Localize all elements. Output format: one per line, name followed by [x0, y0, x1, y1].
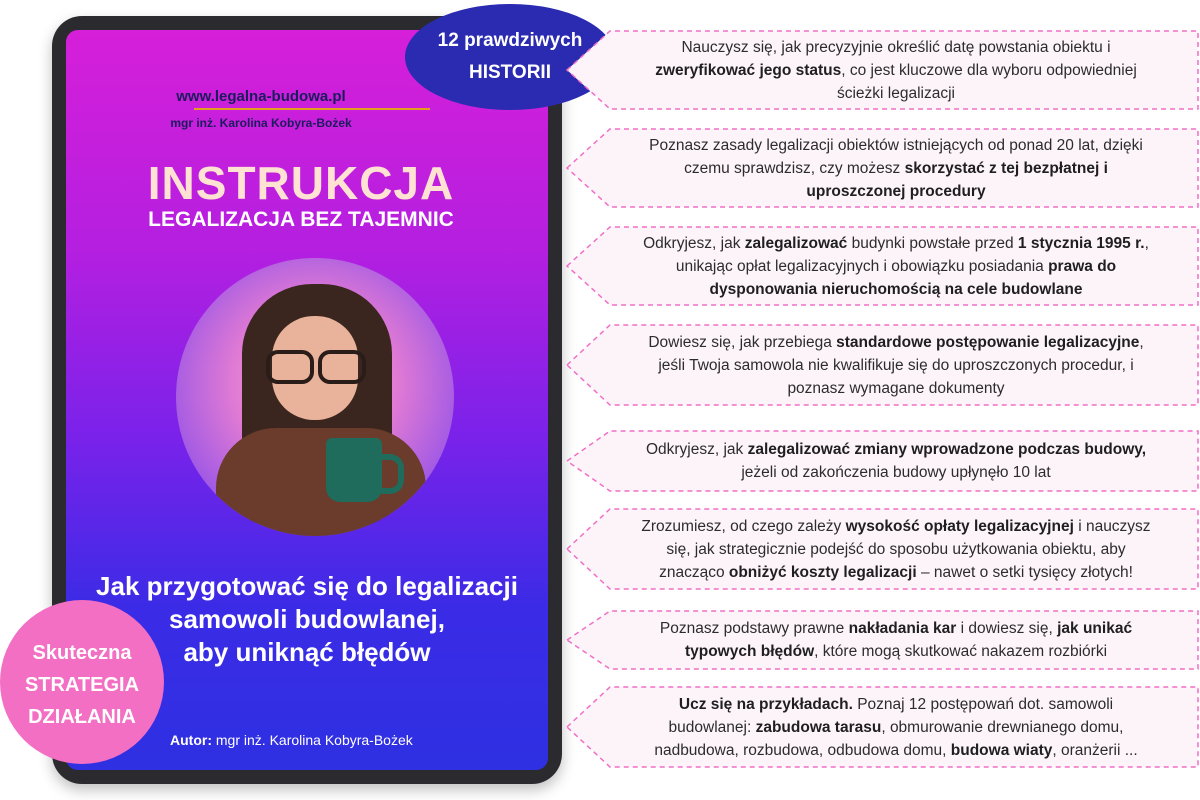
stories-badge-line2: HISTORII	[469, 62, 551, 83]
strategy-badge-line1: Skuteczna	[32, 642, 132, 664]
headline-line: samowoli budowlanej,	[169, 604, 445, 634]
benefit-text	[614, 515, 1178, 584]
author-photo	[176, 258, 454, 536]
benefit-text-segment: jeżeli od zakończenia budowy upłynęło 10 lat	[741, 464, 1051, 481]
benefit-text-segment: , które mogą skutkować nakazem rozbiórki	[814, 643, 1108, 660]
benefit-text-segment: unikając opłat legalizacyjnych i obowiązku posiadania	[675, 258, 1049, 275]
benefit-text-bold: zalegalizować	[744, 235, 848, 252]
benefit-text-line	[614, 693, 1178, 716]
benefit-text-bold: zalegalizować zmiany wprowadzone podczas budowy,	[747, 441, 1147, 458]
benefit-text-line	[614, 36, 1178, 59]
benefit-text-line	[614, 134, 1178, 157]
benefit-text-segment: , obmurowanie drewnianego domu,	[881, 719, 1124, 736]
benefit-text	[614, 232, 1178, 301]
benefit-item	[566, 226, 1200, 306]
benefit-text-line	[614, 640, 1178, 663]
benefit-text-line	[614, 232, 1178, 255]
benefit-item	[566, 610, 1200, 670]
website-underline	[194, 108, 430, 110]
benefit-text-bold: zabudowa tarasu	[755, 719, 882, 736]
benefit-text-bold: dysponowania nieruchomością na cele budowlane	[709, 281, 1083, 298]
headline-line: Jak przygotować się do legalizacji	[96, 571, 518, 601]
benefit-item	[566, 686, 1200, 768]
benefit-text-segment: – nawet o setki tysięcy złotych!	[916, 564, 1133, 581]
benefit-text-bold: typowych błędów	[684, 643, 815, 660]
benefit-text-line	[614, 438, 1178, 461]
benefit-text-line	[614, 354, 1178, 377]
benefit-text-bold: budowa wiaty	[950, 742, 1053, 759]
benefit-text-segment: ,	[1139, 334, 1144, 351]
author-credit	[170, 732, 413, 748]
author-top-label: mgr inż. Karolina Kobyra-Bożek	[170, 116, 352, 130]
strategy-badge-line2: STRATEGIA	[24, 674, 140, 696]
benefit-text-bold: 1 stycznia 1995 r.	[1017, 235, 1145, 252]
benefit-item	[566, 508, 1200, 590]
glasses-icon	[266, 350, 366, 380]
benefit-item	[566, 324, 1200, 406]
benefit-text-line	[614, 716, 1178, 739]
mug-icon	[326, 438, 382, 502]
benefit-text-bold: obniżyć koszty legalizacji	[728, 564, 917, 581]
benefit-text-line	[614, 157, 1178, 180]
benefit-text-line	[614, 255, 1178, 278]
benefit-item	[566, 430, 1200, 492]
benefit-text-bold: Ucz się na przykładach.	[678, 696, 853, 713]
benefit-text-segment: Zrozumiesz, od czego zależy	[641, 518, 846, 535]
author-credit-label: Autor:	[170, 732, 212, 748]
benefit-text-line	[614, 461, 1178, 484]
benefit-text-line	[614, 59, 1178, 82]
benefit-text-segment: jeśli Twoja samowola nie kwalifikuje się do uproszczonych procedur, i	[658, 357, 1134, 374]
benefit-item	[566, 30, 1200, 110]
benefit-text	[614, 331, 1178, 400]
benefit-text-segment: Odkryjesz, jak	[645, 441, 748, 458]
benefit-text-line	[614, 515, 1178, 538]
benefit-text-segment: ścieżki legalizacji	[836, 85, 955, 102]
benefit-text-line	[614, 617, 1178, 640]
benefit-text-bold: skorzystać z tej bezpłatnej i	[904, 160, 1108, 177]
benefit-text-segment: znacząco	[659, 564, 729, 581]
benefit-text-line	[614, 278, 1178, 301]
benefit-text-segment: i dowiesz się,	[956, 620, 1058, 637]
benefit-text	[614, 134, 1178, 203]
benefit-text-segment: Nauczysz się, jak precyzyjnie określić datę powstania obiektu i	[681, 39, 1111, 56]
benefit-text-bold: standardowe postępowanie legalizacyjne	[836, 334, 1140, 351]
benefit-text-segment: Poznasz podstawy prawne	[659, 620, 849, 637]
cover-subtitle: LEGALIZACJA BEZ TAJEMNIC	[148, 208, 454, 231]
website-label: www.legalna-budowa.pl	[176, 88, 346, 105]
strategy-badge-line3: DZIAŁANIA	[28, 706, 136, 728]
benefit-text-segment: poznasz wymagane dokumenty	[787, 380, 1005, 397]
benefit-text-bold: jak unikać	[1057, 620, 1133, 637]
mug-handle	[376, 454, 404, 494]
benefit-text-line	[614, 377, 1178, 400]
benefit-text-segment: czemu sprawdzisz, czy możesz	[684, 160, 905, 177]
benefit-text-bold: uproszczonej procedury	[806, 183, 986, 200]
benefit-text	[614, 36, 1178, 105]
benefit-text-segment: budowlanej:	[668, 719, 756, 736]
benefit-text-line	[614, 331, 1178, 354]
benefit-text-segment: Odkryjesz, jak	[643, 235, 745, 252]
benefit-text-segment: budynki powstałe przed	[847, 235, 1018, 252]
benefit-text	[614, 617, 1178, 663]
benefit-text-line	[614, 180, 1178, 203]
benefit-text-segment: ,	[1144, 235, 1149, 252]
benefit-text-segment: się, jak strategicznie podejść do sposobu użytkowania obiektu, aby	[666, 541, 1126, 558]
benefit-text-segment: nadbudowa, rozbudowa, odbudowa domu,	[654, 742, 951, 759]
stories-badge-line1: 12 prawdziwych	[437, 30, 583, 51]
benefit-text-bold: wysokość opłaty legalizacyjnej	[845, 518, 1074, 535]
benefit-text	[614, 438, 1178, 484]
cover-title: INSTRUKCJA	[147, 157, 455, 209]
benefit-text-segment: , co jest kluczowe dla wyboru odpowiedniej	[841, 62, 1137, 79]
benefit-text	[614, 693, 1178, 762]
benefit-item	[566, 128, 1200, 208]
benefit-text-line	[614, 561, 1178, 584]
benefit-text-segment: Poznasz zasady legalizacji obiektów istniejących od ponad 20 lat, dzięki	[649, 137, 1143, 154]
benefit-text-line	[614, 538, 1178, 561]
benefit-text-bold: nakładania kar	[848, 620, 957, 637]
benefit-text-segment: , oranżerii ...	[1052, 742, 1138, 759]
benefit-text-bold: zweryfikować jego status	[655, 62, 842, 79]
strategy-badge	[0, 600, 164, 764]
benefit-text-segment: Dowiesz się, jak przebiega	[648, 334, 837, 351]
benefit-text-line	[614, 82, 1178, 105]
author-credit-name: mgr inż. Karolina Kobyra-Bożek	[215, 732, 413, 748]
benefit-text-segment: i nauczysz	[1073, 518, 1151, 535]
benefit-text-line	[614, 739, 1178, 762]
benefit-text-segment: Poznaj 12 postępowań dot. samowoli	[852, 696, 1114, 713]
headline-line: aby uniknąć błędów	[183, 637, 431, 667]
benefit-text-bold: prawa do	[1048, 258, 1117, 275]
